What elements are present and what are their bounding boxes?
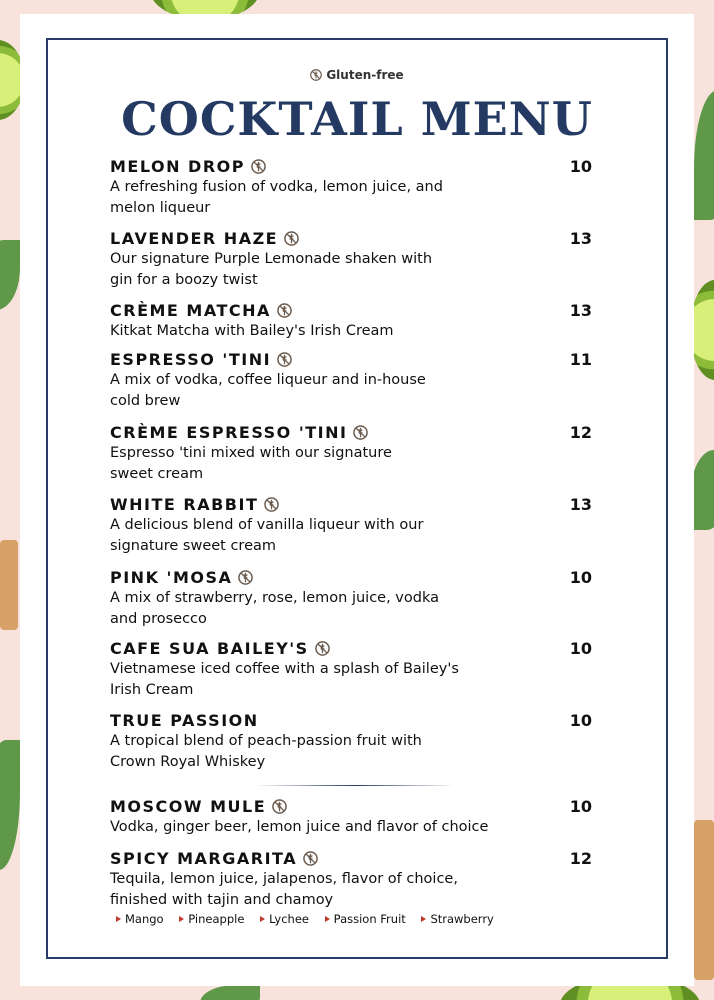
item-name-row (110, 639, 600, 659)
item-description-line: Vodka, ginger beer, lemon juice and flavor of choice (110, 819, 489, 835)
item-price: 10 (569, 797, 592, 816)
flavor-item: Passion Fruit (325, 912, 406, 926)
bullet-icon (421, 916, 426, 922)
item-name-row (110, 495, 600, 515)
gluten-free-icon (310, 69, 322, 81)
mint-leaf-image (200, 985, 260, 1000)
item-description (110, 515, 490, 557)
item-name: CRÈME ESPRESSO 'TINI (110, 423, 348, 442)
flavor-list (116, 912, 506, 926)
item-description-line: A refreshing fusion of vodka, lemon juice, and (110, 179, 443, 195)
menu-item (110, 711, 600, 773)
item-description (110, 321, 490, 342)
gluten-free-icon (353, 425, 368, 440)
item-name: CAFE SUA BAILEY'S (110, 639, 309, 658)
section-divider (255, 785, 455, 786)
item-description-line: Espresso 'tini mixed with our signature (110, 445, 392, 461)
item-price: 12 (569, 423, 592, 442)
gluten-free-icon (303, 851, 318, 866)
bullet-icon (179, 916, 184, 922)
item-description-line: signature sweet cream (110, 538, 277, 554)
item-description-line: and prosecco (110, 611, 207, 627)
flavor-item: Mango (116, 912, 164, 926)
item-name: TRUE PASSION (110, 711, 259, 730)
item-name-row (110, 797, 600, 817)
item-description-line: finished with tajin and chamoy (110, 892, 334, 908)
gluten-free-icon (272, 799, 287, 814)
gluten-free-icon (251, 159, 266, 174)
item-description-line: A mix of strawberry, rose, lemon juice, vodka (110, 590, 439, 606)
menu-item (110, 639, 600, 701)
bullet-icon (260, 916, 265, 922)
item-price: 10 (569, 639, 592, 658)
mint-leaf-image (0, 740, 20, 870)
menu-item (110, 423, 600, 485)
item-description-line: gin for a boozy twist (110, 272, 258, 288)
gluten-free-label: Gluten-free (326, 68, 404, 82)
gluten-free-legend (0, 68, 714, 82)
item-name-row (110, 350, 600, 370)
item-description-line: A delicious blend of vanilla liqueur with our (110, 517, 424, 533)
item-price: 13 (569, 229, 592, 248)
item-name-row (110, 157, 600, 177)
item-price: 12 (569, 849, 592, 868)
item-name-row (110, 423, 600, 443)
item-description (110, 370, 490, 412)
item-name: CRÈME MATCHA (110, 301, 271, 320)
straw-image (0, 540, 18, 630)
item-description (110, 177, 490, 219)
item-description-line: A tropical blend of peach-passion fruit with (110, 733, 422, 749)
item-description (110, 869, 490, 911)
item-description (110, 731, 490, 773)
item-description-line: Kitkat Matcha with Bailey's Irish Cream (110, 323, 394, 339)
item-price: 10 (569, 157, 592, 176)
item-description-line: melon liqueur (110, 200, 211, 216)
menu-item (110, 229, 600, 291)
item-description-line: Crown Royal Whiskey (110, 754, 266, 770)
item-name: LAVENDER HAZE (110, 229, 279, 248)
menu-title: COCKTAIL MENU (121, 92, 593, 146)
item-description-line: Tequila, lemon juice, jalapenos, flavor of choice, (110, 871, 458, 887)
item-name: PINK 'MOSA (110, 568, 233, 587)
bullet-icon (325, 916, 330, 922)
mint-leaf-image (0, 240, 20, 310)
menu-item (110, 568, 600, 630)
item-description-line: Irish Cream (110, 682, 194, 698)
item-description (110, 443, 490, 485)
item-name-row (110, 301, 600, 321)
item-name: WHITE RABBIT (110, 495, 259, 514)
item-description-line: Vietnamese iced coffee with a splash of Bailey's (110, 661, 459, 677)
menu-item (110, 301, 600, 342)
item-description (110, 659, 490, 701)
menu-item (110, 495, 600, 557)
item-price: 13 (569, 495, 592, 514)
item-price: 13 (569, 301, 592, 320)
menu-item (110, 849, 600, 911)
item-description (110, 249, 490, 291)
menu-item (110, 350, 600, 412)
item-name: MELON DROP (110, 157, 245, 176)
gluten-free-icon (315, 641, 330, 656)
item-description (110, 817, 580, 838)
item-name: SPICY MARGARITA (110, 849, 298, 868)
item-description (110, 588, 490, 630)
item-price: 10 (569, 711, 592, 730)
gluten-free-icon (284, 231, 299, 246)
item-description-line: sweet cream (110, 466, 204, 482)
gluten-free-icon (264, 497, 279, 512)
item-name-row (110, 229, 600, 249)
item-description-line: cold brew (110, 393, 181, 409)
flavor-item: Lychee (260, 912, 309, 926)
item-price: 10 (569, 568, 592, 587)
item-name: MOSCOW MULE (110, 797, 267, 816)
item-name-row (110, 711, 600, 731)
gluten-free-icon (238, 570, 253, 585)
menu-item (110, 157, 600, 219)
flavor-item: Strawberry (421, 912, 493, 926)
menu-item (110, 797, 600, 838)
straw-image (694, 820, 714, 980)
bullet-icon (116, 916, 121, 922)
gluten-free-icon (277, 303, 292, 318)
gluten-free-icon (277, 352, 292, 367)
item-description-line: A mix of vodka, coffee liqueur and in-house (110, 372, 426, 388)
item-name-row (110, 849, 600, 869)
item-name-row (110, 568, 600, 588)
item-description-line: Our signature Purple Lemonade shaken with (110, 251, 433, 267)
item-name: ESPRESSO 'TINI (110, 350, 272, 369)
flavor-item: Pineapple (179, 912, 244, 926)
item-price: 11 (569, 350, 592, 369)
